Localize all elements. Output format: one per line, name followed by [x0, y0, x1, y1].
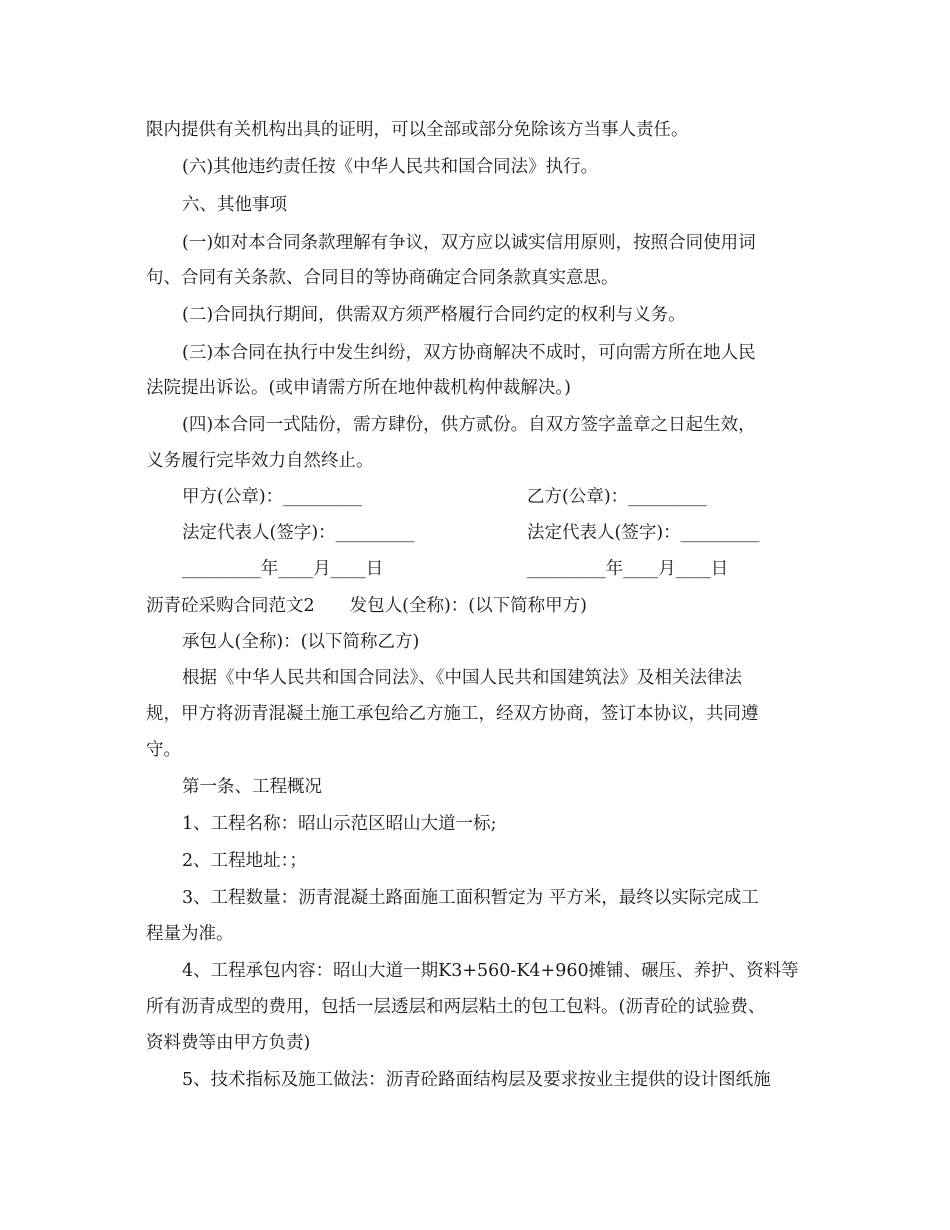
paragraph-line: (三)本合同在执行中发生纠纷，双方协商解决不成时，可向需方所在地人民 [182, 343, 756, 363]
party-a-representative: 法定代表人(签字)：_________ [182, 523, 415, 543]
section-heading: 六、其他事项 [182, 195, 287, 215]
paragraph-line: 规，甲方将沥青混凝土施工承包给乙方施工，经双方协商，签订本协议，共同遵 [146, 704, 759, 724]
paragraph-line: 句、合同有关条款、合同目的等协商确定合同条款真实意思。 [146, 268, 619, 288]
party-a-seal: 甲方(公章)：_________ [182, 487, 362, 507]
paragraph-line: 2、工程地址：； [182, 851, 307, 871]
section-heading: 第一条、工程概况 [182, 777, 322, 797]
paragraph-line: (四)本合同一式陆份，需方肆份，供方贰份。自双方签字盖章之日起生效， [182, 415, 756, 435]
paragraph-line: 1、工程名称：昭山示范区昭山大道一标; [182, 814, 497, 834]
paragraph-line: 义务履行完毕效力自然终止。 [146, 451, 374, 471]
paragraph-line: (二)合同执行期间，供需双方须严格履行合同约定的权利与义务。 [182, 305, 686, 325]
paragraph-line: 资料费等由甲方负责) [146, 1033, 311, 1053]
paragraph-line: 限内提供有关机构出具的证明，可以全部或部分免除该方当事人责任。 [146, 120, 689, 140]
paragraph-line: 4、工程承包内容：昭山大道一期K3+560-K4+960摊铺、碾压、养护、资料等 [182, 961, 799, 981]
party-a-date: _________年____月____日 [182, 559, 384, 579]
paragraph-line: 5、技术指标及施工做法：沥青砼路面结构层及要求按业主提供的设计图纸施 [182, 1070, 771, 1090]
paragraph-line: (六)其他违约责任按《中华人民共和国合同法》执行。 [182, 157, 599, 177]
paragraph-line: 法院提出诉讼。(或申请需方所在地仲裁机构仲裁解决。) [146, 378, 571, 398]
paragraph-line: 承包人(全称)：(以下简称乙方) [182, 632, 420, 652]
document-title-line: 沥青砼采购合同范文2 发包人(全称)：(以下简称甲方) [146, 596, 587, 616]
paragraph-line: 程量为准。 [146, 924, 234, 944]
paragraph-line: 根据《中华人民共和国合同法》、《中国人民共和国建筑法》及相关法律法 [182, 668, 742, 688]
party-b-date: _________年____月____日 [527, 559, 729, 579]
paragraph-line: (一)如对本合同条款理解有争议，双方应以诚实信用原则，按照合同使用词 [182, 233, 756, 253]
paragraph-line: 所有沥青成型的费用，包括一层透层和两层粘土的包工包料。(沥青砼的试验费、 [146, 997, 766, 1017]
party-b-representative: 法定代表人(签字)：_________ [527, 523, 760, 543]
paragraph-line: 守。 [146, 740, 181, 760]
party-b-seal: 乙方(公章)：_________ [527, 487, 707, 507]
paragraph-line: 3、工程数量：沥青混凝土路面施工面积暂定为 平方米，最终以实际完成工 [182, 888, 759, 908]
